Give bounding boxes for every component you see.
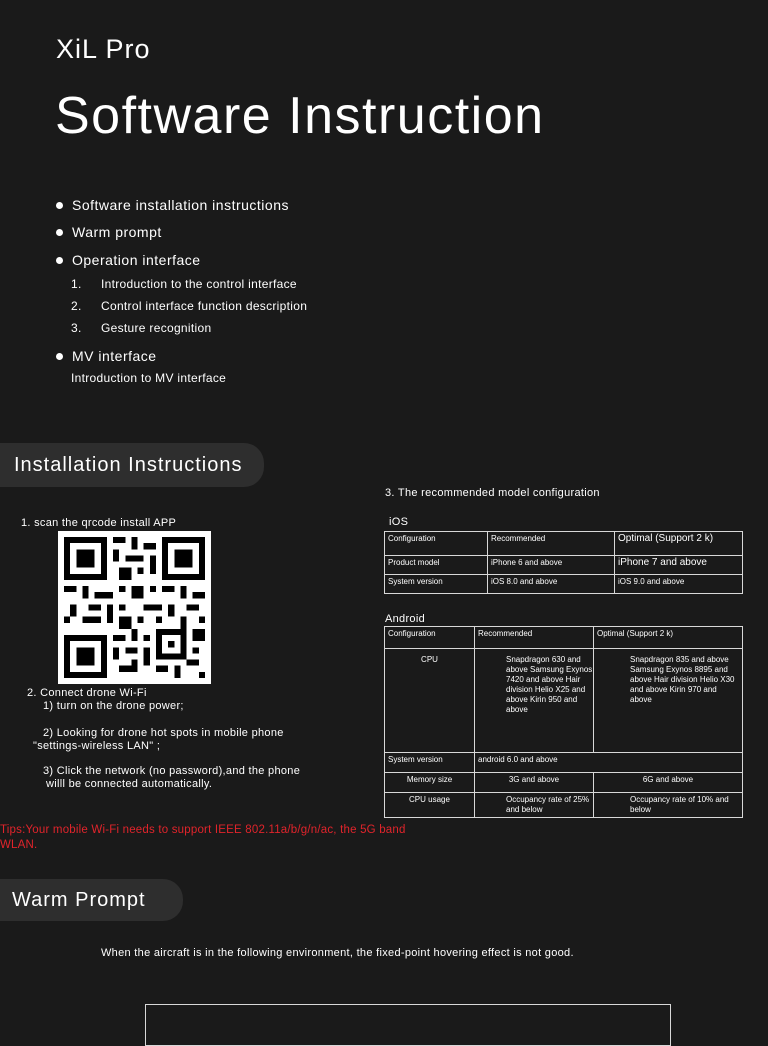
table-cell: Configuration xyxy=(385,532,488,556)
table-row xyxy=(385,753,743,773)
toc-subitem-number: 2. xyxy=(71,299,82,313)
table-cell: Snapdragon 835 and above Samsung Exynos 8895 and above Hair division Helio X30 and above Kirin 970 and above xyxy=(594,649,743,753)
table-cell: Configuration xyxy=(385,627,475,649)
section-heading-label: Warm Prompt xyxy=(12,888,146,911)
table-row xyxy=(385,627,743,649)
toc-subitem-number: 3. xyxy=(71,321,82,335)
toc-subitem xyxy=(71,277,297,291)
toc-subitem-label: Gesture recognition xyxy=(101,321,212,335)
toc-subitem xyxy=(71,321,211,335)
toc-item-mv-interface xyxy=(56,348,157,364)
brand-name: XiL Pro xyxy=(56,34,151,64)
install-step-2-sub-3b: willl be connected automatically. xyxy=(46,778,213,790)
toc-subitem-number: 1. xyxy=(71,277,82,291)
table-cell: Occupancy rate of 10% and below xyxy=(594,793,743,818)
tips-note: Tips:Your mobile Wi-Fi needs to support IEEE 802.11a/b/g/n/ac, the 5G band WLAN. xyxy=(0,824,406,851)
table-cell: CPU usage xyxy=(385,793,475,818)
install-step-2-sub-2b: "settings-wireless LAN" ; xyxy=(33,740,161,752)
android-label: Android xyxy=(385,613,426,625)
table-cell: iPhone 6 and above xyxy=(488,556,615,575)
toc-item-label: Warm prompt xyxy=(72,224,162,240)
table-cell: android 6.0 and above xyxy=(475,753,743,773)
bullet-icon xyxy=(56,353,63,360)
toc-item-label: Operation interface xyxy=(72,252,201,268)
table-cell: Memory size xyxy=(385,773,475,793)
table-cell: 6G and above xyxy=(594,773,743,793)
table-cell: Product model xyxy=(385,556,488,575)
table-row xyxy=(385,793,743,818)
toc-subitem-label: Introduction to MV interface xyxy=(71,371,227,385)
table-cell: Optimal (Support 2 k) xyxy=(594,627,743,649)
table-cell: Snapdragon 630 and above Samsung Exynos 7420 and above Hair division Helio X25 and above Kirin 950 and above xyxy=(475,649,594,753)
toc-item-label: Software installation instructions xyxy=(72,197,289,213)
bullet-icon xyxy=(56,257,63,264)
section-heading-warm-prompt xyxy=(0,879,183,921)
toc-subitem-label: Control interface function description xyxy=(101,299,308,313)
ios-label: iOS xyxy=(389,516,409,528)
install-step-2-sub-1: 1) turn on the drone power; xyxy=(43,700,184,712)
table-row xyxy=(385,649,743,753)
table-cell: Recommended xyxy=(488,532,615,556)
table-cell: Occupancy rate of 25% and below xyxy=(475,793,594,818)
content-box xyxy=(145,1004,671,1046)
bullet-icon xyxy=(56,229,63,236)
table-cell: Optimal (Support 2 k) xyxy=(615,532,743,556)
section-heading-label: Installation Instructions xyxy=(14,453,243,476)
table-cell: System version xyxy=(385,753,475,773)
table-cell: CPU xyxy=(385,649,475,753)
install-step-2-sub-2: 2) Looking for drone hot spots in mobile phone xyxy=(43,727,284,739)
table-cell: iOS 9.0 and above xyxy=(615,575,743,594)
table-cell: 3G and above xyxy=(475,773,594,793)
table-cell: Recommended xyxy=(475,627,594,649)
recommended-config-heading: 3. The recommended model configuration xyxy=(385,487,600,499)
install-step-1: 1. scan the qrcode install APP xyxy=(21,517,177,529)
toc-item-warm-prompt xyxy=(56,224,162,240)
toc-item-label: MV interface xyxy=(72,348,157,364)
table-row xyxy=(385,556,743,575)
ios-config-table xyxy=(384,531,743,594)
table-row xyxy=(385,773,743,793)
toc-subitem xyxy=(71,371,226,385)
toc-subitem-label: Introduction to the control interface xyxy=(101,277,297,291)
toc-subitem xyxy=(71,299,307,313)
page-title: Software Instruction xyxy=(55,87,545,145)
table-cell: iOS 8.0 and above xyxy=(488,575,615,594)
qr-code-icon xyxy=(58,531,211,684)
table-row xyxy=(385,532,743,556)
android-config-table xyxy=(384,626,743,818)
toc-item-operation-interface xyxy=(56,252,201,268)
section-heading-installation xyxy=(0,443,264,487)
bullet-icon xyxy=(56,202,63,209)
toc-item-software-installation xyxy=(56,197,289,213)
table-cell: iPhone 7 and above xyxy=(615,556,743,575)
install-step-2: 2. Connect drone Wi-Fi xyxy=(27,687,147,699)
warm-prompt-text: When the aircraft is in the following environment, the fixed-point hovering effect is not good. xyxy=(101,947,574,959)
table-row xyxy=(385,575,743,594)
table-cell: System version xyxy=(385,575,488,594)
install-step-2-sub-3: 3) Click the network (no password),and the phone xyxy=(43,765,301,777)
